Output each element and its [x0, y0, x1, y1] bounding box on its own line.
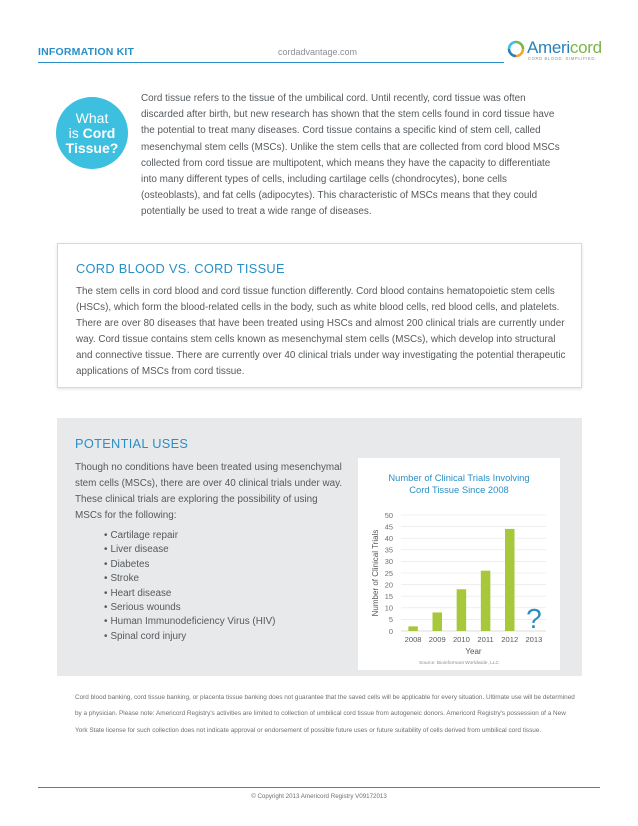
bar — [481, 571, 491, 631]
use-item: • Serious wounds — [104, 601, 275, 615]
use-item: • Liver disease — [104, 543, 275, 557]
use-item: • Cartilage repair — [104, 529, 275, 543]
chart-title: Number of Clinical Trials Involving — [388, 472, 530, 483]
section-body: The stem cells in cord blood and cord tissue function differently. Cord blood contains hematopoietic stem cells (HSCs), which form the blood-related cells in the body, such as white blood cells, red blood cells, and platelets. There are over 80 diseases that have been treated using HSCs and almost 200 clinical trials are currently under way. Cord tissue contains stem cells known as mesenchymal stem cells (MSCs), which develop into structural and connective tissue. There are currently over 40 clinical trials under way investigating the potential therapeutic applications of MSCs from cord tissue. — [76, 286, 566, 378]
page-header — [38, 38, 600, 64]
y-tick-label: 20 — [384, 580, 393, 590]
chart-title: Cord Tissue Since 2008 — [409, 484, 509, 495]
y-tick-label: 5 — [388, 615, 393, 625]
x-tick-label: 2010 — [452, 635, 470, 644]
chart-source: Source: Bioinformant Worldwide, LLC — [419, 661, 499, 666]
bar — [408, 626, 418, 631]
y-tick-label: 45 — [384, 522, 393, 532]
use-item: • Diabetes — [104, 558, 275, 572]
americord-logo — [507, 38, 600, 64]
americord-ring-icon — [507, 40, 525, 58]
footer-rule — [38, 787, 600, 788]
x-axis-label: Year — [465, 647, 482, 656]
y-tick-label: 35 — [384, 545, 393, 555]
y-tick-label: 50 — [384, 510, 393, 520]
bar — [433, 612, 443, 631]
y-tick-label: 25 — [384, 568, 393, 578]
logo-tagline: CORD BLOOD. SIMPLIFIED. — [528, 56, 597, 61]
section-title: CORD BLOOD VS. CORD TISSUE — [76, 261, 285, 276]
information-kit-label: INFORMATION KIT — [38, 46, 135, 58]
y-tick-label: 40 — [384, 534, 393, 543]
x-tick-label: 2013 — [525, 635, 543, 644]
y-tick-label: 15 — [384, 592, 393, 601]
copyright: © Copyright 2013 Americord Registry V09172013 — [251, 793, 387, 800]
what-is-cord-tissue-badge: What is Cord Tissue? — [56, 97, 128, 169]
uses-list — [104, 529, 275, 644]
unknown-value-marker: ? — [526, 603, 542, 634]
logo-wordmark: Americord — [527, 38, 602, 57]
use-item: • Human Immunodeficiency Virus (HIV) — [104, 615, 275, 629]
use-item: • Stroke — [104, 572, 275, 586]
bar — [505, 529, 515, 631]
cord-blood-vs-tissue-section — [57, 243, 582, 388]
y-tick-label: 30 — [384, 557, 393, 567]
disclaimer: Cord blood banking, cord tissue banking, or placenta tissue banking does not guarantee that the saved cells will be applicable for every situation. Ultimate use will be determined by a physician. Please note: Americord Registry's activities are limited to collection of umbilical cord tissue from autogeneic donors. Americord Registry's possession of a New York State license for such collection does not indicate approval or endorsement of possible future uses or future suitability of cells derived from umbilical cord tissue. — [75, 694, 575, 734]
x-tick-label: 2008 — [404, 635, 422, 644]
bar — [457, 589, 467, 631]
header-rule — [38, 62, 504, 63]
x-tick-label: 2009 — [428, 635, 446, 644]
potential-uses-section — [57, 418, 582, 676]
use-item: • Heart disease — [104, 587, 275, 601]
chart-svg — [358, 458, 560, 670]
x-tick-label: 2012 — [501, 635, 519, 644]
section-title: POTENTIAL USES — [75, 436, 189, 451]
x-tick-label: 2011 — [477, 635, 494, 644]
y-axis-label: Number of Clinical Trials — [371, 529, 380, 617]
clinical-trials-chart — [358, 458, 560, 670]
intro-paragraph: Cord tissue refers to the tissue of the umbilical cord. Until recently, cord tissue was often discarded after birth, but new research has shown that the stem cells found in cord tissue have the potential to treat many diseases. Cord tissue contains a specific kind of stem cell, called mesenchymal stem cells (MSCs). Unlike the stem cells that are collected from cord blood MSCs collected from cord tissue are multipotent, which means they have the capacity to differentiate into many different types of cells, including cartilage cells (chondrocytes), bone cells (osteoblasts), and fat cells (adipocytes). This characteristic of MSCs means that they could potentially be used to treat a wide range of diseases. — [141, 93, 560, 218]
section-body: Though no conditions have been treated using mesenchymal stem cells (MSCs), there are over 40 clinical trials under way. These clinical trials are exploring the possibility of using MSCs for the following: — [75, 462, 343, 521]
site-url[interactable]: cordadvantage.com — [278, 47, 358, 57]
y-tick-label: 0 — [388, 626, 393, 636]
use-item: • Spinal cord injury — [104, 630, 275, 644]
y-tick-label: 10 — [384, 603, 393, 613]
